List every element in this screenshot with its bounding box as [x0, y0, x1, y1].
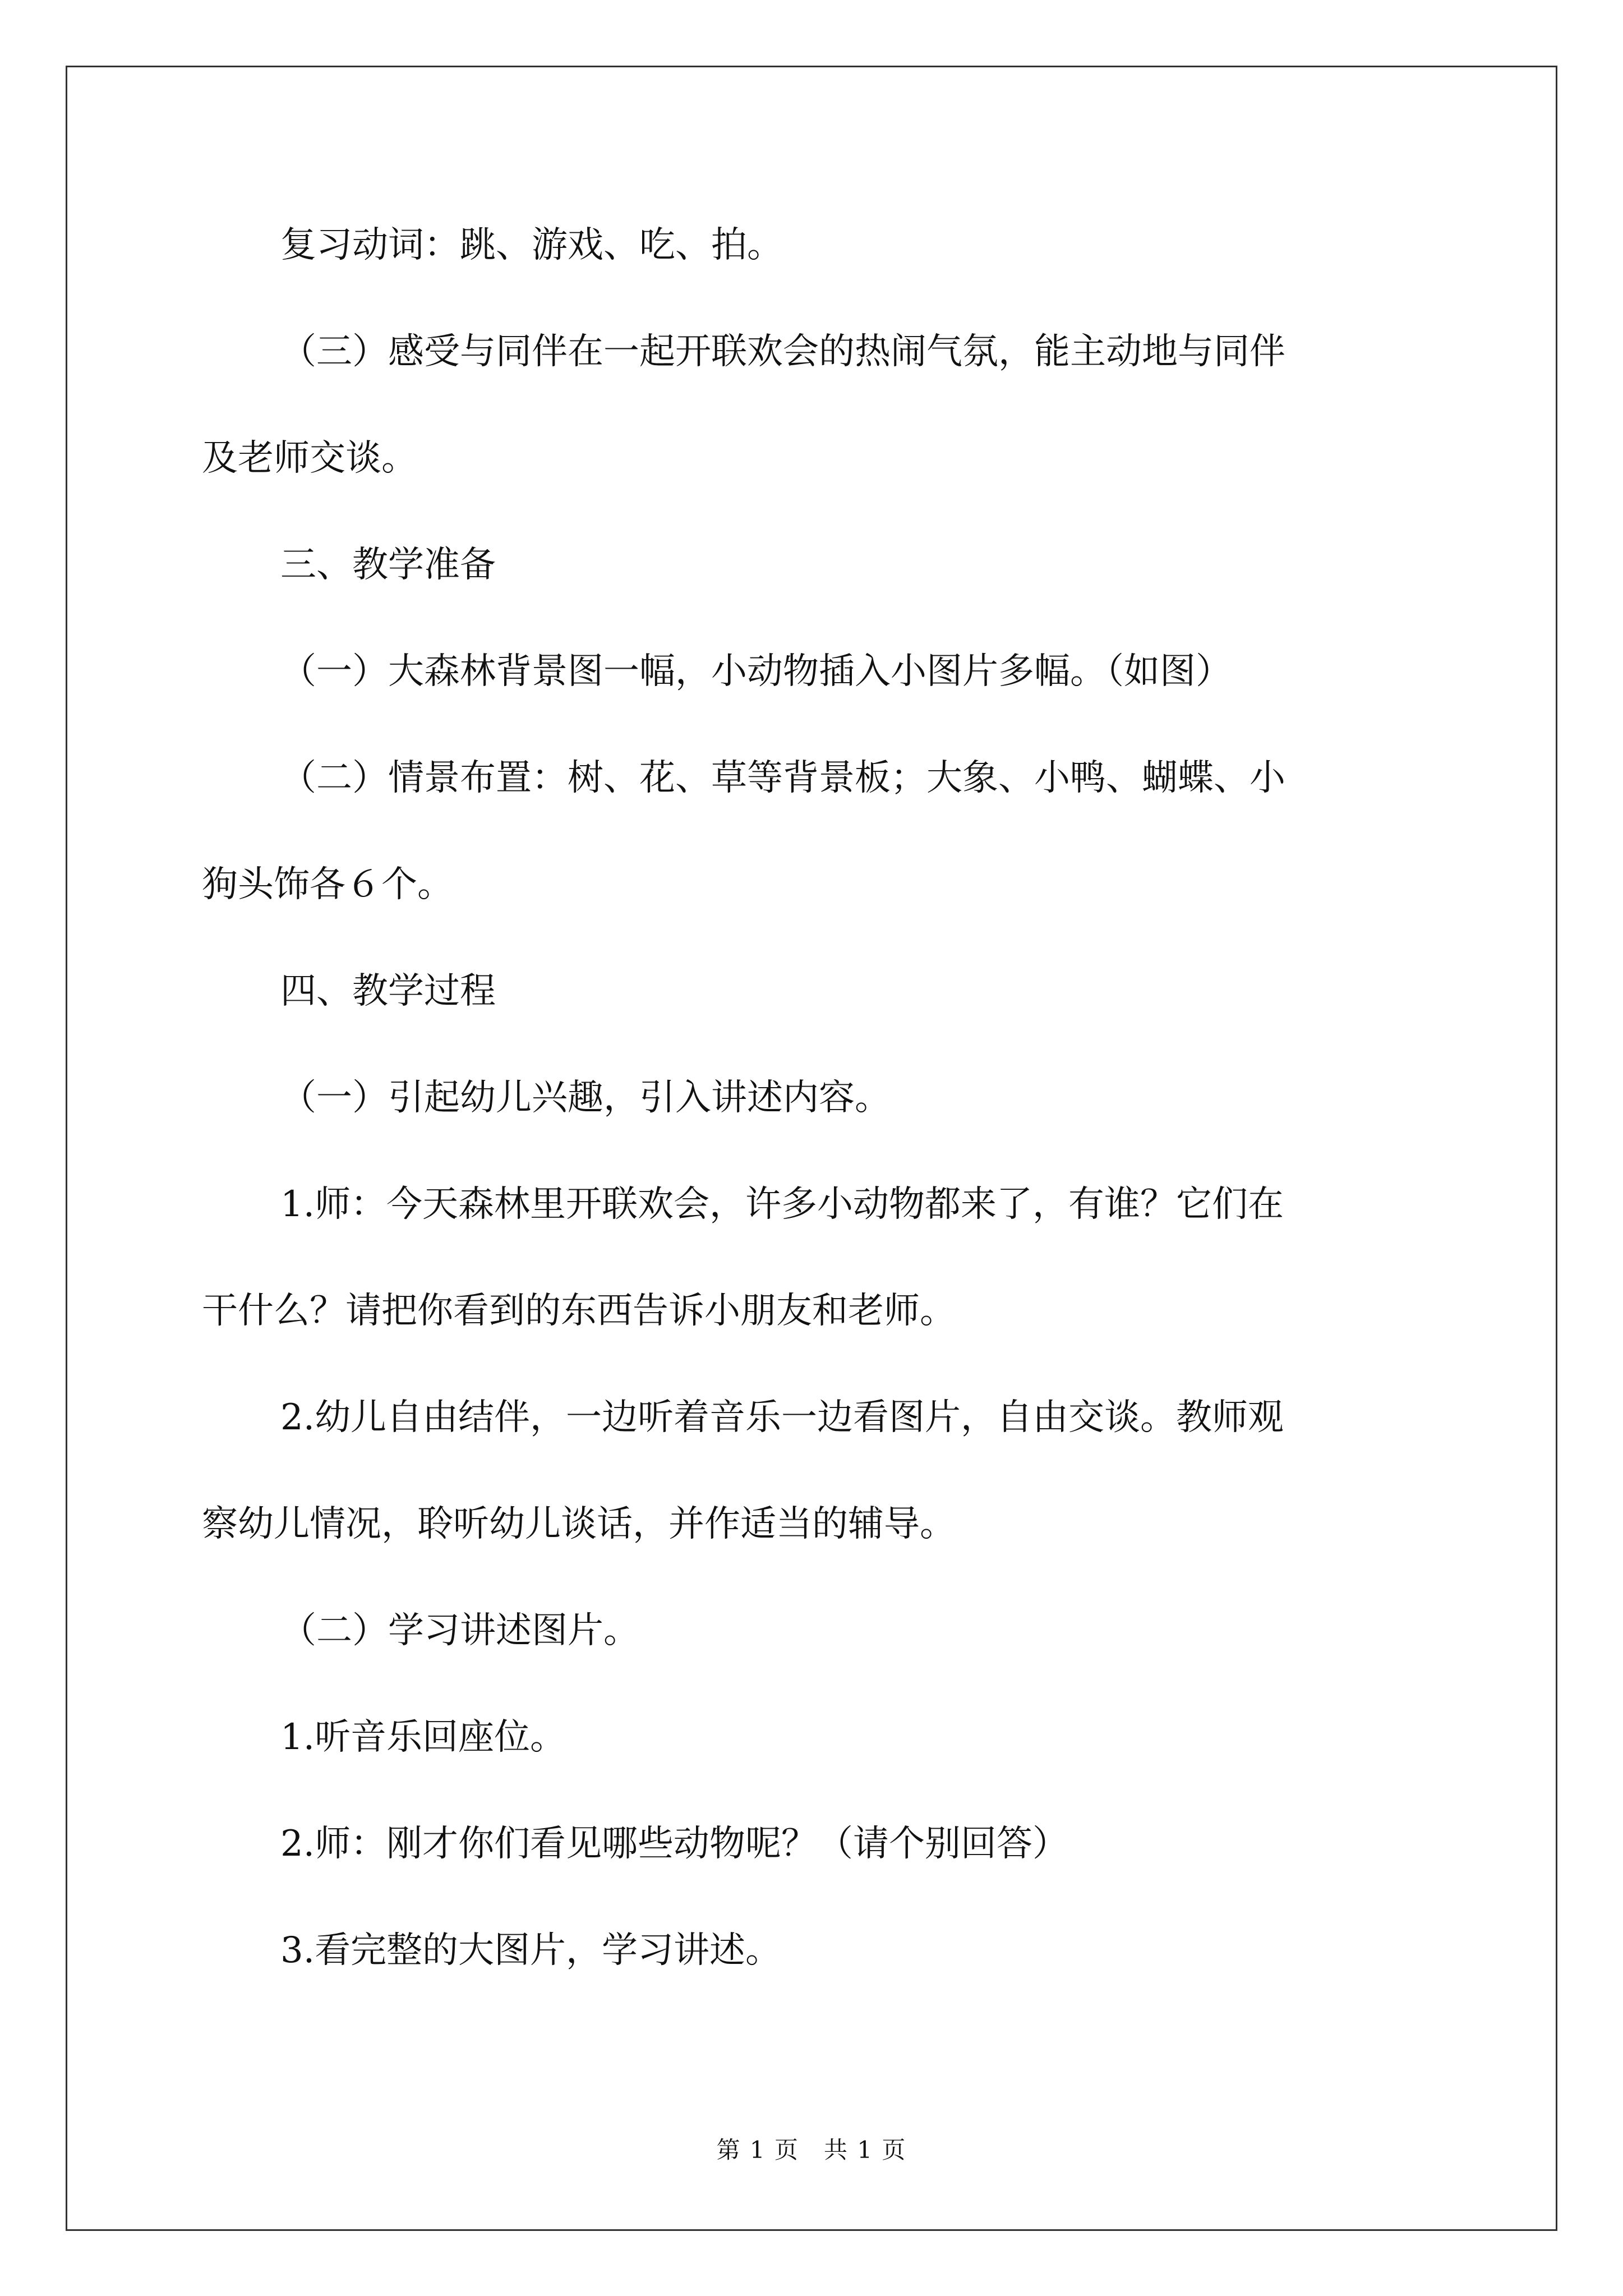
paragraph: 3.看完整的大图片，学习讲述。 — [280, 1930, 782, 1971]
page-border — [66, 66, 1557, 2231]
paragraph: （一）引起幼儿兴趣，引入讲述内容。 — [280, 1077, 891, 1119]
paragraph: 1.师：今天森林里开联欢会，许多小动物都来了，有谁？它们在 — [280, 1184, 1284, 1225]
paragraph-continuation: 狗头饰各６个。 — [202, 864, 453, 905]
paragraph: 2.幼儿自由结伴，一边听着音乐一边看图片，自由交谈。教师观 — [280, 1397, 1284, 1438]
page-footer: 第 1 页 共 1 页 — [716, 2136, 907, 2164]
paragraph: 复习动词：跳、游戏、吃、拍。 — [280, 224, 783, 266]
section-heading: 三、教学准备 — [280, 544, 496, 586]
paragraph: 1.听音乐回座位。 — [280, 1717, 566, 1758]
paragraph: （二）情景布置：树、花、草等背景板；大象、小鸭、蝴蝶、小 — [280, 757, 1285, 799]
paragraph-continuation: 及老师交谈。 — [202, 438, 417, 479]
paragraph: （一）大森林背景图一幅，小动物插入小图片多幅。（如图） — [280, 651, 1232, 692]
paragraph: （三）感受与同伴在一起开联欢会的热闹气氛，能主动地与同伴 — [280, 331, 1285, 372]
paragraph: 2.师：刚才你们看见哪些动物呢？（请个别回答） — [280, 1823, 1069, 1865]
paragraph-continuation: 干什么？请把你看到的东西告诉小朋友和老师。 — [202, 1290, 956, 1332]
paragraph-continuation: 察幼儿情况，聆听幼儿谈话，并作适当的辅导。 — [202, 1503, 956, 1545]
section-heading: 四、教学过程 — [280, 970, 496, 1012]
paragraph: （二）学习讲述图片。 — [280, 1610, 639, 1651]
